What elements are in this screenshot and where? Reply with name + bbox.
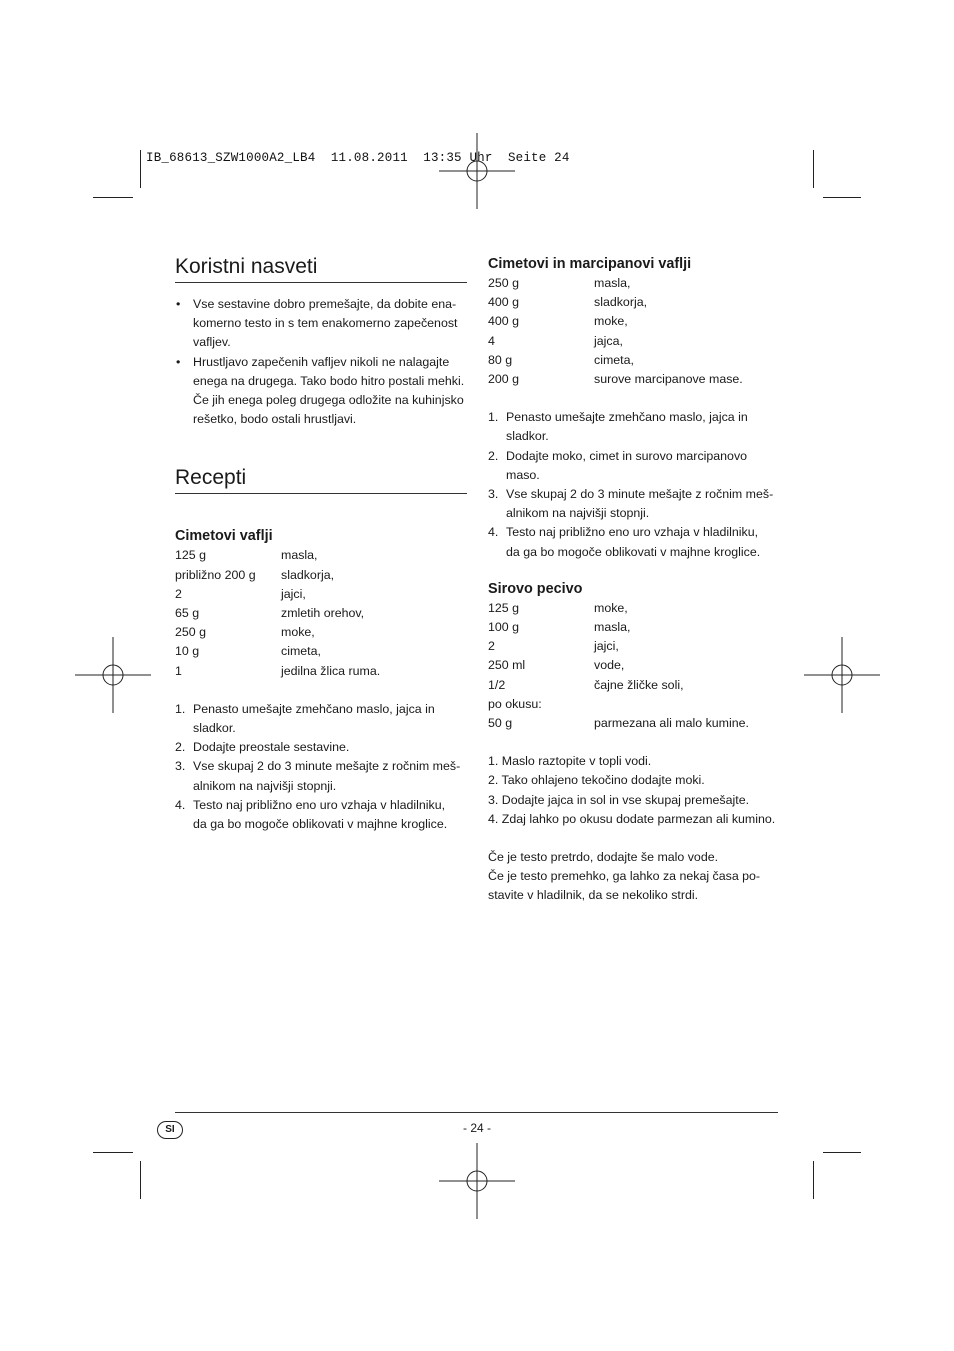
crop-mark [140, 150, 141, 188]
list-item: približno 200 g sladkorja, [175, 567, 335, 582]
list-item: 2 jajci, [175, 586, 306, 601]
list-item: 2. Dodajte preostale sestavine. [175, 740, 350, 755]
crop-mark [823, 1152, 861, 1153]
list-item: 3. Vse skupaj 2 do 3 minute mešajte z ročnim meš- alnikom na najvišji stopnji. [488, 487, 774, 521]
ingredients-list [488, 274, 780, 389]
list-item: 50 g parmezana ali malo kumine. [488, 716, 749, 731]
left-column [175, 250, 467, 834]
ingredients-list [488, 599, 780, 733]
list-item: 250 ml vode, [488, 658, 625, 673]
list-item: 4. Zdaj lahko po okusu dodate parmezan ali kumino. [488, 811, 776, 826]
list-item: 200 g surove marcipanove mase. [488, 372, 743, 387]
section-title-tips: Koristni nasveti [175, 255, 318, 278]
crop-mark [140, 1161, 141, 1199]
language-badge: SI [157, 1121, 183, 1139]
note-paragraph: Če je testo pretrdo, dodajte še malo vode. [488, 850, 719, 865]
registration-mark-icon [804, 637, 880, 713]
crop-mark [93, 1152, 133, 1153]
list-item: 65 g zmletih orehov, [175, 606, 365, 621]
list-item: 10 g cimeta, [175, 644, 321, 659]
note-paragraph: Če je testo premehko, ga lahko za nekaj časa po- stavite v hladilnik, da se nekoliko strdi. [488, 869, 761, 903]
list-item: 1 jedilna žlica ruma. [175, 663, 381, 678]
list-item: 250 g masla, [488, 276, 631, 290]
list-item: 250 g moke, [175, 625, 315, 640]
steps-list [488, 408, 780, 562]
steps-list [175, 700, 467, 834]
recipe-title-marzipan: Cimetovi in marcipanovi vaflji [488, 256, 692, 272]
registration-mark-icon [439, 133, 515, 209]
section-title-recipes: Recepti [175, 466, 247, 490]
list-item: 100 g masla, [488, 620, 631, 635]
recipe-title-cinnamon: Cimetovi vaflji [175, 528, 273, 545]
list-item: 2. Dodajte moko, cimet in surovo marcipanovo maso. [488, 448, 748, 482]
list-item: 2 jajci, [488, 639, 619, 654]
list-item: 1/2 čajne žličke soli, [488, 677, 684, 692]
registration-mark-icon [75, 637, 151, 713]
recipe-title-raw-dough: Sirovo pecivo [488, 580, 583, 597]
list-item: 1. Penasto umešajte zmehčano maslo, jajca in sladkor. [175, 701, 435, 736]
list-item: 4. Testo naj približno eno uro vzhaja v hladilniku, da ga bo mogoče oblikovati v majhne kroglice. [175, 797, 448, 832]
bullet-icon: • [176, 297, 181, 311]
crop-mark [813, 150, 814, 188]
list-item: 1. Penasto umešajte zmehčano maslo, jajca in sladkor. [488, 410, 748, 444]
list-item: 80 g cimeta, [488, 352, 634, 367]
list-item: • Vse sestavine dobro premešajte, da dobite ena- komerno testo in s tem enakomerno zapečenost vafljev. [176, 297, 458, 350]
list-item: 2. Tako ohlajeno tekočino dodajte moki. [488, 773, 705, 788]
crop-mark [813, 1161, 814, 1199]
list-item: 4 jajca, [488, 333, 623, 348]
bullet-icon: • [176, 354, 181, 369]
list-item: 400 g moke, [488, 314, 628, 329]
footer-rule [175, 1112, 778, 1113]
list-item: 125 g moke, [488, 600, 628, 615]
list-item: po okusu: [488, 696, 542, 711]
list-item: 3. Dodajte jajca in sol in vse skupaj premešajte. [488, 792, 750, 807]
print-slug: IB_68613_SZW1000A2_LB4 11.08.2011 13:35 Uhr Seite 24 [146, 151, 570, 165]
registration-mark-icon [439, 1143, 515, 1219]
steps-list [488, 752, 780, 829]
list-item: 1. Maslo raztopite v topli vodi. [488, 754, 652, 769]
page-number: - 24 - [462, 1121, 491, 1135]
crop-mark [823, 197, 861, 198]
list-item: 125 g masla, [175, 548, 318, 563]
list-item: • Hrustljavo zapečenih vafljev nikoli ne nalagajte enega na drugega. Tako bodo hitro postali mehki. Če jih enega poleg drugega odložite na kuhinjsko rešetko, bodo ostali hrustljavi. [176, 354, 465, 427]
list-item: 4. Testo naj približno eno uro vzhaja v hladilniku, da ga bo mogoče oblikovati v majhne kroglice. [488, 525, 761, 559]
crop-mark [93, 197, 133, 198]
ingredients-list [175, 546, 467, 680]
right-column [488, 255, 780, 906]
list-item: 3. Vse skupaj 2 do 3 minute mešajte z ročnim meš- alnikom na najvišji stopnji. [175, 759, 461, 793]
list-item: 400 g sladkorja, [488, 295, 648, 310]
tips-list [175, 295, 467, 429]
